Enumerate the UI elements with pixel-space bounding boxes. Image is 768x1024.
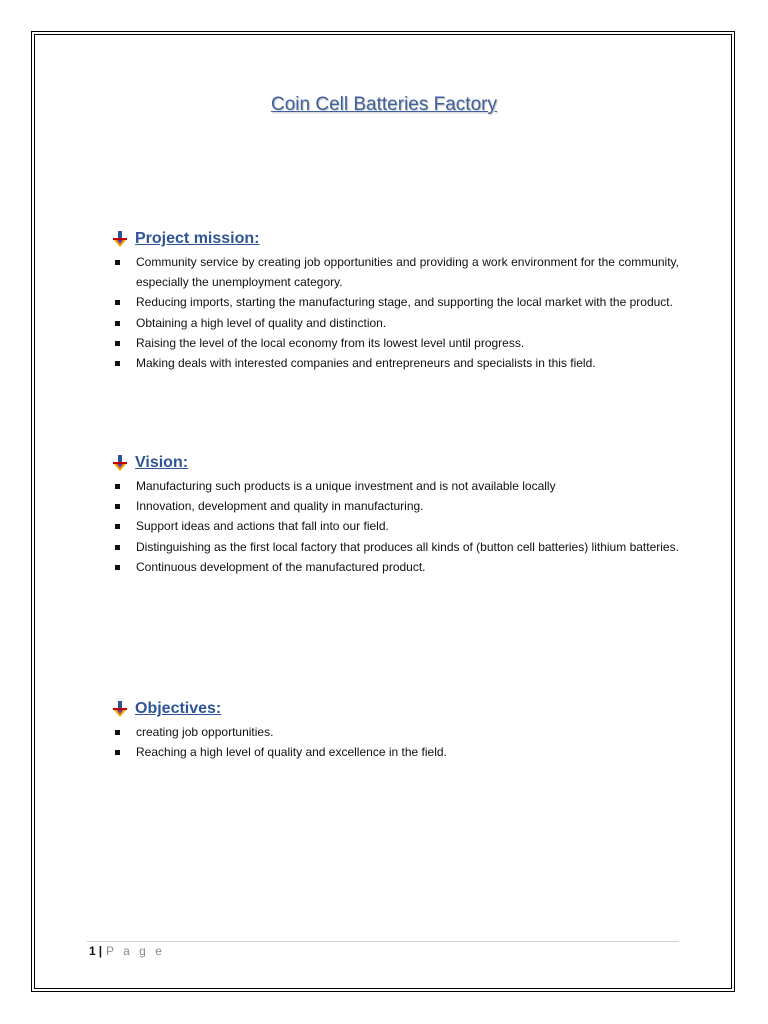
down-arrow-bullet-icon: [113, 701, 127, 717]
list-item: Reaching a high level of quality and excellence in the field.: [113, 742, 679, 762]
list-item: Reducing imports, starting the manufacturing stage, and supporting the local market with the product.: [113, 292, 679, 312]
document-title: Coin Cell Batteries Factory: [271, 94, 497, 115]
section-project-mission: [113, 228, 679, 373]
page-label: P a g e: [106, 944, 165, 958]
list-item: creating job opportunities.: [113, 722, 679, 742]
section-objectives: [113, 698, 679, 762]
objectives-list: [113, 722, 679, 762]
page-number: 1: [89, 944, 96, 958]
list-item: Manufacturing such products is a unique investment and is not available locally: [113, 476, 679, 496]
list-item: Distinguishing as the first local factory that produces all kinds of (button cell batteries) lithium batteries.: [113, 537, 679, 557]
down-arrow-bullet-icon: [113, 231, 127, 247]
section-vision: [113, 452, 679, 577]
list-item: Innovation, development and quality in manufacturing.: [113, 496, 679, 516]
section-heading-label: Vision:: [135, 454, 189, 471]
footer-divider: [87, 941, 679, 942]
list-item: Community service by creating job opportunities and providing a work environment for the community, especially the unemployment category.: [113, 252, 679, 292]
section-heading-label: Project mission:: [135, 230, 260, 247]
list-item: Obtaining a high level of quality and distinction.: [113, 313, 679, 333]
list-item: Raising the level of the local economy from its lowest level until progress.: [113, 333, 679, 353]
page-footer: [89, 944, 165, 958]
footer-separator: |: [98, 944, 103, 958]
section-heading: [113, 698, 679, 720]
vision-list: [113, 476, 679, 577]
mission-list: [113, 252, 679, 373]
list-item: Making deals with interested companies and entrepreneurs and specialists in this field.: [113, 353, 679, 373]
list-item: Continuous development of the manufactured product.: [113, 557, 679, 577]
down-arrow-bullet-icon: [113, 455, 127, 471]
section-heading-label: Objectives:: [135, 700, 222, 717]
section-heading: [113, 228, 679, 250]
list-item: Support ideas and actions that fall into our field.: [113, 516, 679, 536]
section-heading: [113, 452, 679, 474]
